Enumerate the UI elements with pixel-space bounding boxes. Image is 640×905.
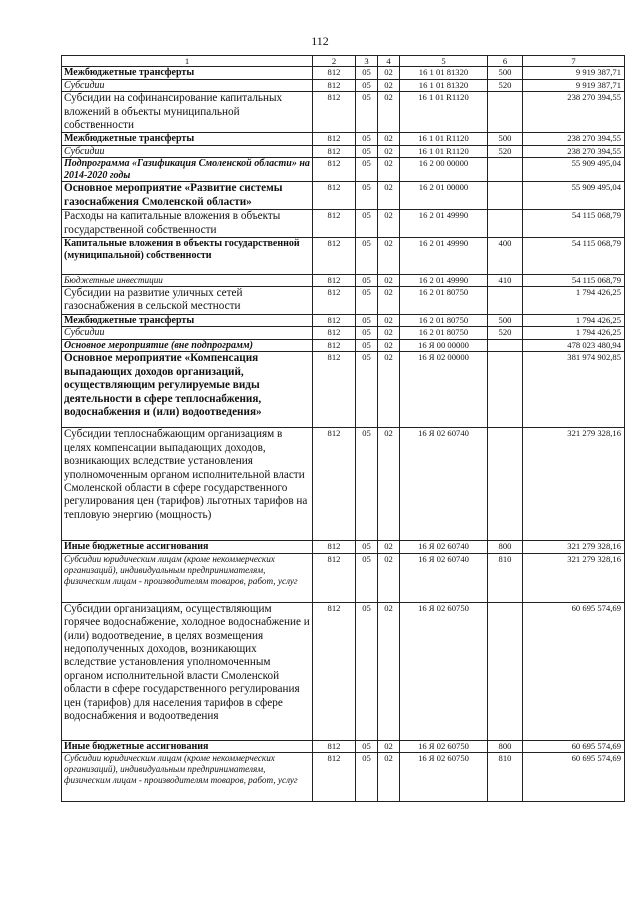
table-row xyxy=(62,210,625,238)
row-name-cell: Иные бюджетные ассигнования xyxy=(62,740,313,753)
section-code-cell: 05 xyxy=(356,92,378,133)
target-code-cell: 16 2 00 00000 xyxy=(400,158,488,182)
expense-type-cell: 810 xyxy=(488,753,523,802)
subsection-code-cell: 02 xyxy=(378,339,400,352)
row-name-cell: Субсидии организациям, осуществляющим горячее водоснабжение, холодное водоснабжение и (или) водоотведение, в целях возмещения недополученных доходов, возникающих вследствие установления уполномоченным органом исполнительной власти Смоленской области в сфере государственного регулирования цен (тарифов) для населения тарифов в сфере водоснабжения и водоотведения xyxy=(62,602,313,740)
target-code-cell: 16 Я 02 60740 xyxy=(400,541,488,554)
table-row xyxy=(62,339,625,352)
row-name-cell: Основное мероприятие «Развитие системы газоснабжения Смоленской области» xyxy=(62,182,313,210)
amount-cell: 9 919 387,71 xyxy=(523,67,625,80)
section-code-cell: 05 xyxy=(356,541,378,554)
table-row xyxy=(62,133,625,146)
amount-cell: 9 919 387,71 xyxy=(523,79,625,92)
ministry-code-cell: 812 xyxy=(313,182,356,210)
row-name-cell: Иные бюджетные ассигнования xyxy=(62,541,313,554)
subsection-code-cell: 02 xyxy=(378,327,400,340)
subsection-code-cell: 02 xyxy=(378,275,400,287)
ministry-code-cell: 812 xyxy=(313,352,356,428)
expense-type-cell: 520 xyxy=(488,79,523,92)
subsection-code-cell: 02 xyxy=(378,740,400,753)
section-code-cell: 05 xyxy=(356,67,378,80)
ministry-code-cell: 812 xyxy=(313,541,356,554)
table-row xyxy=(62,541,625,554)
expense-type-cell: 800 xyxy=(488,541,523,554)
target-code-cell: 16 2 01 49990 xyxy=(400,238,488,275)
ministry-code-cell: 812 xyxy=(313,67,356,80)
amount-cell: 478 023 480,94 xyxy=(523,339,625,352)
target-code-cell: 16 2 01 49990 xyxy=(400,210,488,238)
section-code-cell: 05 xyxy=(356,275,378,287)
ministry-code-cell: 812 xyxy=(313,339,356,352)
row-name-cell: Субсидии юридическим лицам (кроме некоммерческих организаций), индивидуальным предпринимателям, физическим лицам - производителям товаров, работ, услуг xyxy=(62,753,313,802)
subsection-code-cell: 02 xyxy=(378,79,400,92)
expense-type-cell: 500 xyxy=(488,133,523,146)
section-code-cell: 05 xyxy=(356,428,378,541)
target-code-cell: 16 Я 02 60750 xyxy=(400,753,488,802)
row-name-cell: Основное мероприятие (вне подпрограмм) xyxy=(62,339,313,352)
section-code-cell: 05 xyxy=(356,145,378,158)
expense-type-cell: 520 xyxy=(488,145,523,158)
target-code-cell: 16 2 01 49990 xyxy=(400,275,488,287)
section-code-cell: 05 xyxy=(356,210,378,238)
ministry-code-cell: 812 xyxy=(313,314,356,327)
ministry-code-cell: 812 xyxy=(313,287,356,315)
table-row xyxy=(62,79,625,92)
table-row xyxy=(62,740,625,753)
subsection-code-cell: 02 xyxy=(378,352,400,428)
amount-cell: 238 270 394,55 xyxy=(523,92,625,133)
table-row xyxy=(62,158,625,182)
table-row xyxy=(62,67,625,80)
table-row xyxy=(62,275,625,287)
target-code-cell: 16 1 01 81320 xyxy=(400,67,488,80)
row-name-cell: Расходы на капитальные вложения в объекты государственной собственности xyxy=(62,210,313,238)
ministry-code-cell: 812 xyxy=(313,553,356,602)
expense-type-cell: 410 xyxy=(488,275,523,287)
section-code-cell: 05 xyxy=(356,553,378,602)
subsection-code-cell: 02 xyxy=(378,67,400,80)
row-name-cell: Межбюджетные трансферты xyxy=(62,314,313,327)
target-code-cell: 16 1 01 81320 xyxy=(400,79,488,92)
target-code-cell: 16 1 01 R1120 xyxy=(400,92,488,133)
subsection-code-cell: 02 xyxy=(378,210,400,238)
subsection-code-cell: 02 xyxy=(378,287,400,315)
target-code-cell: 16 2 01 80750 xyxy=(400,327,488,340)
amount-cell: 55 909 495,04 xyxy=(523,182,625,210)
expense-type-cell xyxy=(488,339,523,352)
header-cell: 4 xyxy=(378,56,400,67)
amount-cell: 54 115 068,79 xyxy=(523,210,625,238)
table-row xyxy=(62,428,625,541)
header-cell: 1 xyxy=(62,56,313,67)
expense-type-cell xyxy=(488,210,523,238)
expense-type-cell xyxy=(488,602,523,740)
ministry-code-cell: 812 xyxy=(313,428,356,541)
header-cell: 5 xyxy=(400,56,488,67)
section-code-cell: 05 xyxy=(356,602,378,740)
table-row xyxy=(62,92,625,133)
target-code-cell: 16 2 01 00000 xyxy=(400,182,488,210)
expense-type-cell xyxy=(488,158,523,182)
target-code-cell: 16 Я 02 60740 xyxy=(400,428,488,541)
section-code-cell: 05 xyxy=(356,352,378,428)
row-name-cell: Субсидии xyxy=(62,79,313,92)
row-name-cell: Субсидии юридическим лицам (кроме некоммерческих организаций), индивидуальным предпринимателям, физическим лицам - производителям товаров, работ, услуг xyxy=(62,553,313,602)
row-name-cell: Основное мероприятие «Компенсация выпадающих доходов организаций, осуществляющим регулируемые виды деятельности в сфере теплоснабжения, водоснабжения и (или) водоотведения» xyxy=(62,352,313,428)
amount-cell: 60 695 574,69 xyxy=(523,740,625,753)
amount-cell: 54 115 068,79 xyxy=(523,275,625,287)
target-code-cell: 16 2 01 80750 xyxy=(400,314,488,327)
subsection-code-cell: 02 xyxy=(378,133,400,146)
header-cell: 2 xyxy=(313,56,356,67)
row-name-cell: Субсидии xyxy=(62,327,313,340)
expense-type-cell: 800 xyxy=(488,740,523,753)
section-code-cell: 05 xyxy=(356,740,378,753)
ministry-code-cell: 812 xyxy=(313,275,356,287)
amount-cell: 60 695 574,69 xyxy=(523,602,625,740)
section-code-cell: 05 xyxy=(356,133,378,146)
section-code-cell: 05 xyxy=(356,158,378,182)
section-code-cell: 05 xyxy=(356,287,378,315)
table-row xyxy=(62,327,625,340)
subsection-code-cell: 02 xyxy=(378,92,400,133)
row-name-cell: Подпрограмма «Газификация Смоленской области» на 2014-2020 годы xyxy=(62,158,313,182)
table-row xyxy=(62,602,625,740)
subsection-code-cell: 02 xyxy=(378,158,400,182)
amount-cell: 238 270 394,55 xyxy=(523,145,625,158)
expense-type-cell xyxy=(488,287,523,315)
target-code-cell: 16 Я 02 60750 xyxy=(400,740,488,753)
ministry-code-cell: 812 xyxy=(313,210,356,238)
subsection-code-cell: 02 xyxy=(378,238,400,275)
ministry-code-cell: 812 xyxy=(313,133,356,146)
section-code-cell: 05 xyxy=(356,238,378,275)
row-name-cell: Субсидии на софинансирование капитальных вложений в объекты муниципальной собственности xyxy=(62,92,313,133)
table-row xyxy=(62,182,625,210)
section-code-cell: 05 xyxy=(356,79,378,92)
expense-type-cell: 400 xyxy=(488,238,523,275)
ministry-code-cell: 812 xyxy=(313,145,356,158)
target-code-cell: 16 Я 00 00000 xyxy=(400,339,488,352)
target-code-cell: 16 1 01 R1120 xyxy=(400,145,488,158)
amount-cell: 55 909 495,04 xyxy=(523,158,625,182)
header-row xyxy=(62,56,625,67)
expense-type-cell xyxy=(488,352,523,428)
row-name-cell: Бюджетные инвестиции xyxy=(62,275,313,287)
row-name-cell: Капитальные вложения в объекты государственной (муниципальной) собственности xyxy=(62,238,313,275)
ministry-code-cell: 812 xyxy=(313,92,356,133)
ministry-code-cell: 812 xyxy=(313,602,356,740)
target-code-cell: 16 1 01 R1120 xyxy=(400,133,488,146)
table-body xyxy=(62,56,625,802)
table-row xyxy=(62,238,625,275)
expense-type-cell xyxy=(488,182,523,210)
table-row xyxy=(62,753,625,802)
amount-cell: 60 695 574,69 xyxy=(523,753,625,802)
amount-cell: 54 115 068,79 xyxy=(523,238,625,275)
page-number: 112 xyxy=(311,34,329,48)
subsection-code-cell: 02 xyxy=(378,753,400,802)
subsection-code-cell: 02 xyxy=(378,314,400,327)
ministry-code-cell: 812 xyxy=(313,79,356,92)
expense-type-cell: 500 xyxy=(488,314,523,327)
ministry-code-cell: 812 xyxy=(313,327,356,340)
amount-cell: 1 794 426,25 xyxy=(523,314,625,327)
target-code-cell: 16 2 01 80750 xyxy=(400,287,488,315)
section-code-cell: 05 xyxy=(356,753,378,802)
amount-cell: 238 270 394,55 xyxy=(523,133,625,146)
table-row xyxy=(62,145,625,158)
target-code-cell: 16 Я 02 00000 xyxy=(400,352,488,428)
expense-type-cell xyxy=(488,92,523,133)
section-code-cell: 05 xyxy=(356,339,378,352)
amount-cell: 381 974 902,85 xyxy=(523,352,625,428)
ministry-code-cell: 812 xyxy=(313,740,356,753)
header-cell: 7 xyxy=(523,56,625,67)
subsection-code-cell: 02 xyxy=(378,182,400,210)
subsection-code-cell: 02 xyxy=(378,428,400,541)
amount-cell: 321 279 328,16 xyxy=(523,553,625,602)
header-cell: 3 xyxy=(356,56,378,67)
amount-cell: 321 279 328,16 xyxy=(523,541,625,554)
section-code-cell: 05 xyxy=(356,327,378,340)
table-row xyxy=(62,352,625,428)
ministry-code-cell: 812 xyxy=(313,238,356,275)
subsection-code-cell: 02 xyxy=(378,145,400,158)
row-name-cell: Межбюджетные трансферты xyxy=(62,133,313,146)
table-row xyxy=(62,287,625,315)
target-code-cell: 16 Я 02 60740 xyxy=(400,553,488,602)
section-code-cell: 05 xyxy=(356,314,378,327)
section-code-cell: 05 xyxy=(356,182,378,210)
table-row xyxy=(62,553,625,602)
amount-cell: 321 279 328,16 xyxy=(523,428,625,541)
subsection-code-cell: 02 xyxy=(378,553,400,602)
amount-cell: 1 794 426,25 xyxy=(523,327,625,340)
expense-type-cell xyxy=(488,428,523,541)
header-cell: 6 xyxy=(488,56,523,67)
row-name-cell: Межбюджетные трансферты xyxy=(62,67,313,80)
amount-cell: 1 794 426,25 xyxy=(523,287,625,315)
subsection-code-cell: 02 xyxy=(378,602,400,740)
expense-type-cell: 810 xyxy=(488,553,523,602)
ministry-code-cell: 812 xyxy=(313,158,356,182)
ministry-code-cell: 812 xyxy=(313,753,356,802)
row-name-cell: Субсидии теплоснабжающим организациям в целях компенсации выпадающих доходов, возникающих вследствие установления уполномоченным органом исполнительной власти Смоленской области в сфере государственного регулирования цен (тарифов) льготных тарифов на тепловую энергию (мощность) xyxy=(62,428,313,541)
expense-type-cell: 500 xyxy=(488,67,523,80)
budget-table xyxy=(61,55,625,802)
expense-type-cell: 520 xyxy=(488,327,523,340)
target-code-cell: 16 Я 02 60750 xyxy=(400,602,488,740)
row-name-cell: Субсидии xyxy=(62,145,313,158)
subsection-code-cell: 02 xyxy=(378,541,400,554)
row-name-cell: Субсидии на развитие уличных сетей газоснабжения в сельской местности xyxy=(62,287,313,315)
table-row xyxy=(62,314,625,327)
